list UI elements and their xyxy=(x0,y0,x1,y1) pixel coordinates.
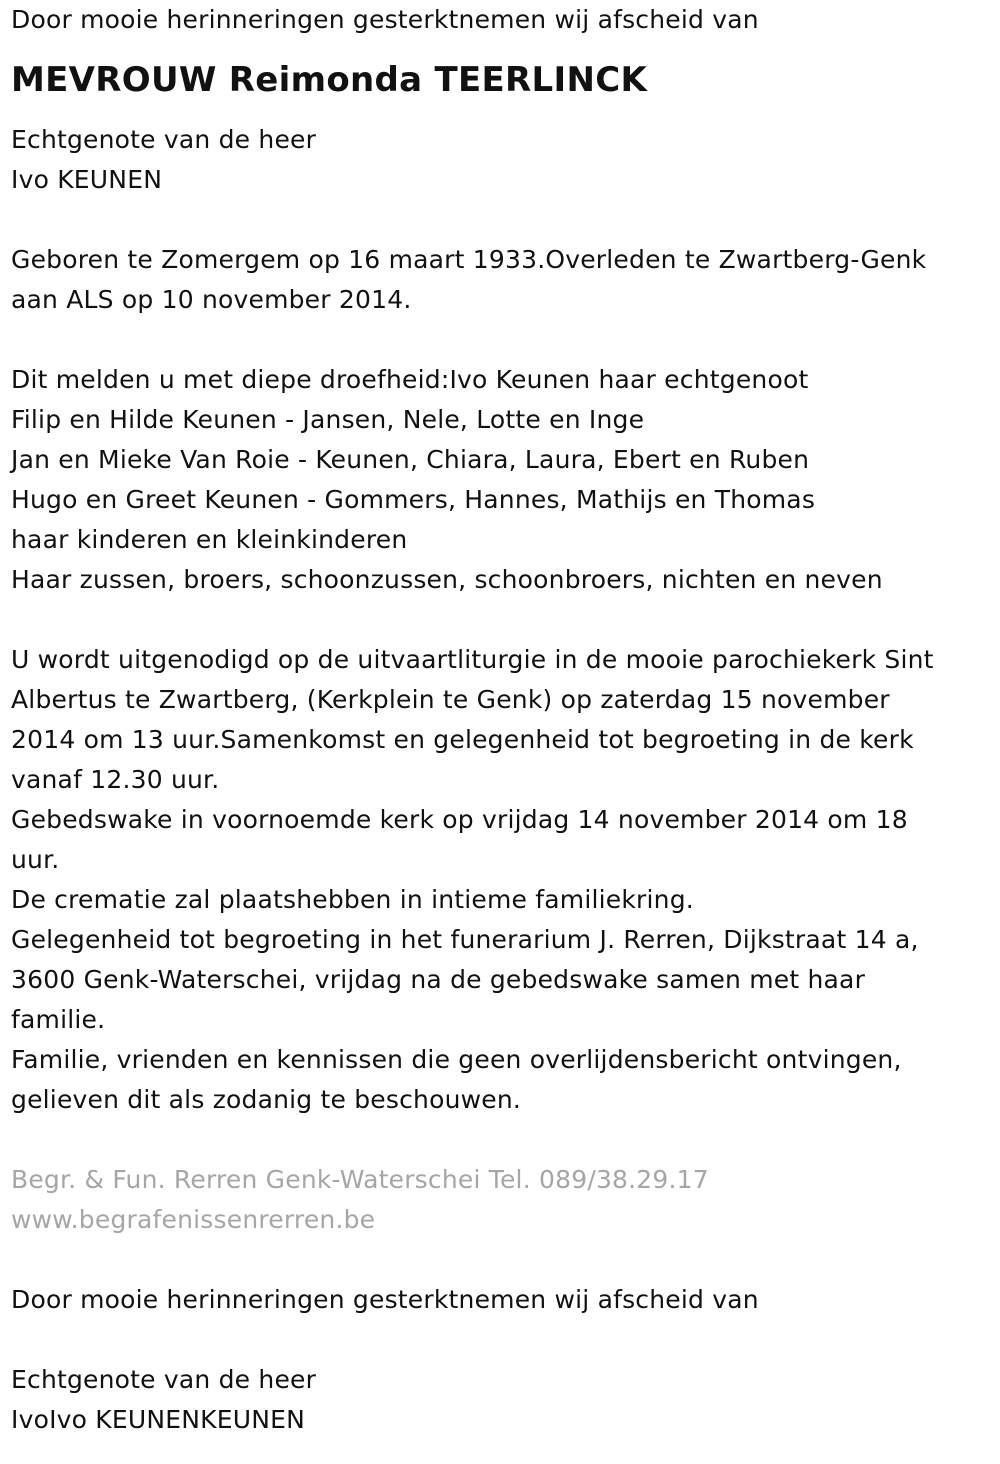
funeral-home-website: www.begrafenissenrerren.be xyxy=(11,1205,376,1234)
mourner-line: Hugo en Greet Keunen - Gommers, Hannes, Mathijs en Thomas xyxy=(11,485,816,514)
spacer xyxy=(11,1320,996,1360)
details-line: Albertus te Zwartberg, (Kerkplein te Genk) op zaterdag 15 november xyxy=(11,685,890,714)
spouse-name: Ivo KEUNEN xyxy=(11,165,163,194)
details-line: familie. xyxy=(11,1005,106,1034)
details-line: De crematie zal plaatshebben in intieme familiekring. xyxy=(11,885,694,914)
funeral-home-line: Begr. & Fun. Rerren Genk-Waterschei Tel. 089/38.29.17 xyxy=(11,1165,709,1194)
details-line: 3600 Genk-Waterschei, vrijdag na de gebedswake samen met haar xyxy=(11,965,866,994)
spacer xyxy=(11,200,996,240)
obituary-notice xyxy=(11,0,996,1440)
mourner-line: Dit melden u met diepe droefheid:Ivo Keunen haar echtgenoot xyxy=(11,365,809,394)
details-line: vanaf 12.30 uur. xyxy=(11,765,220,794)
details-line: Familie, vrienden en kennissen die geen overlijdensbericht ontvingen, xyxy=(11,1045,902,1074)
details-line: Gebedswake in voornoemde kerk op vrijdag 14 november 2014 om 18 xyxy=(11,805,908,834)
mourner-line: Haar zussen, broers, schoonzussen, schoonbroers, nichten en neven xyxy=(11,565,883,594)
deceased-name: MEVROUW Reimonda TEERLINCK xyxy=(11,60,648,100)
mourner-line: Jan en Mieke Van Roie - Keunen, Chiara, Laura, Ebert en Ruben xyxy=(11,445,810,474)
birth-death-line: aan ALS op 10 november 2014. xyxy=(11,285,412,314)
spouse-label: Echtgenote van de heer xyxy=(11,125,317,154)
details-line: Gelegenheid tot begroeting in het funerarium J. Rerren, Dijkstraat 14 a, xyxy=(11,925,919,954)
intro-text: Door mooie herinneringen gesterktnemen wij afscheid van xyxy=(11,5,759,34)
details-line: uur. xyxy=(11,845,60,874)
spacer xyxy=(11,320,996,360)
details-line: U wordt uitgenodigd op de uitvaartliturgie in de mooie parochiekerk Sint xyxy=(11,645,934,674)
repeat-spouse-label: Echtgenote van de heer xyxy=(11,1365,317,1394)
details-line: gelieven dit als zodanig te beschouwen. xyxy=(11,1085,522,1114)
repeat-intro-text: Door mooie herinneringen gesterktnemen wij afscheid van xyxy=(11,1285,759,1314)
details-line: 2014 om 13 uur.Samenkomst en gelegenheid tot begroeting in de kerk xyxy=(11,725,914,754)
spacer xyxy=(11,600,996,640)
birth-death-line: Geboren te Zomergem op 16 maart 1933.Overleden te Zwartberg-Genk xyxy=(11,245,927,274)
mourner-line: haar kinderen en kleinkinderen xyxy=(11,525,408,554)
repeat-spouse-name: IvoIvo KEUNENKEUNEN xyxy=(11,1405,306,1434)
spacer xyxy=(11,1120,996,1160)
mourner-line: Filip en Hilde Keunen - Jansen, Nele, Lotte en Inge xyxy=(11,405,645,434)
spacer xyxy=(11,1240,996,1280)
